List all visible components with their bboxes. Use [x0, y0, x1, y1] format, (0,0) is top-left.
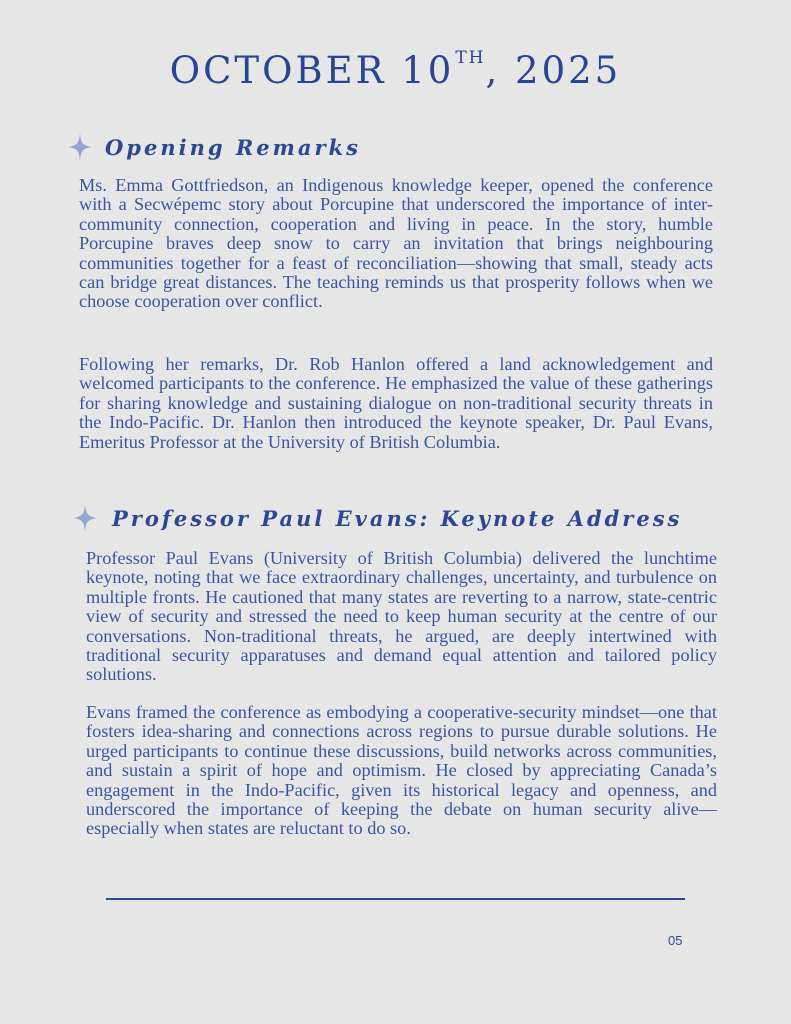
paragraph-keynote-2: Evans framed the conference as embodying a cooperative-security mindset—one that fosters idea-sharing and connections across regions to pursue durable solutions. He urged participants to continue these discussions, build networks across communities, and sustain a spirit of hope and optimism. He closed by appreciating Canada’s engagement in the Indo-Pacific, given its historical legacy and openness, and underscored the importance of keeping the debate on human security alive—especially when states are reluctant to do so.	[86, 702, 717, 839]
sparkle-icon	[72, 503, 98, 533]
sparkle-icon	[67, 132, 93, 162]
date-main: OCTOBER 10	[169, 49, 455, 92]
paragraph-opening-2: Following her remarks, Dr. Rob Hanlon offered a land acknowledgement and welcomed participants to the conference. He emphasized the value of these gatherings for sharing knowledge and sustaining dialogue on non-traditional security threats in the Indo-Pacific. Dr. Hanlon then introduced the keynote speaker, Dr. Paul Evans, Emeritus Professor at the University of British Columbia.	[79, 354, 713, 452]
date-year: , 2025	[485, 49, 622, 92]
section-heading-keynote	[72, 503, 682, 533]
page-number: 05	[668, 933, 683, 948]
page-title	[0, 48, 791, 92]
divider-line	[106, 898, 685, 900]
section-heading-opening-remarks	[67, 132, 361, 162]
section-heading-text: Opening Remarks	[105, 134, 361, 160]
paragraph-opening-1: Ms. Emma Gottfriedson, an Indigenous knowledge keeper, opened the conference with a Secwépemc story about Porcupine that underscored the importance of inter-community connection, cooperation and living in peace. In the story, humble Porcupine braves deep snow to carry an invitation that brings neighbouring communities together for a feast of reconciliation—showing that small, steady acts can bridge great distances. The teaching reminds us that prosperity follows when we choose cooperation over conflict.	[79, 175, 713, 312]
paragraph-keynote-1: Professor Paul Evans (University of British Columbia) delivered the lunchtime keynote, noting that we face extraordinary challenges, uncertainty, and turbulence on multiple fronts. He cautioned that many states are reverting to a narrow, state-centric view of security and stressed the need to keep human security at the centre of our conversations. Non-traditional threats, he argued, are deeply intertwined with traditional security apparatuses and demand equal attention and tailored policy solutions.	[86, 548, 717, 685]
section-heading-text: Professor Paul Evans: Keynote Address	[112, 505, 683, 531]
date-superscript: TH	[455, 48, 486, 68]
